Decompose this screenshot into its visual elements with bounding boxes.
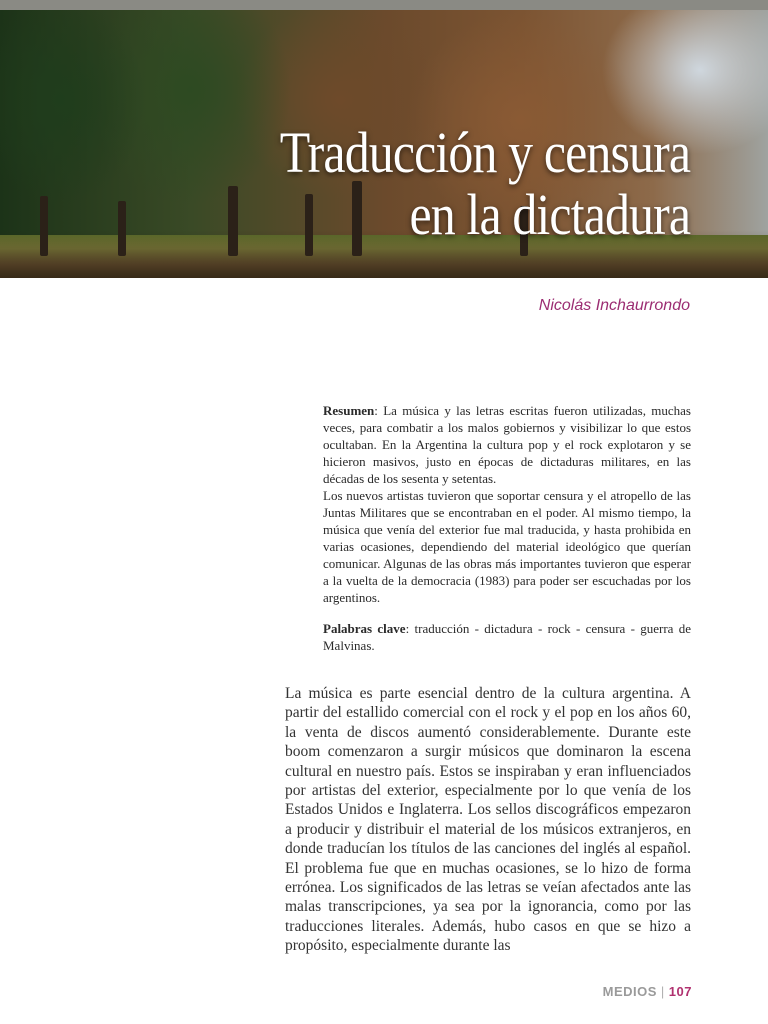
- abstract: Resumen: La música y las letras escritas fueron utilizadas, muchas veces, para combatir a los malos gobiernos y visibilizar lo que estos ocultaban. En la Argentina la cultura pop y el rock explotaron y se hicieron masivos, justo en épocas de dictaduras militares, en las décadas de los sesenta y setentas. Los nuevos artistas tuvieron que soportar censura y el atropello de las Juntas Militares que se encontraban en el poder. Al mismo tiempo, la música que venía del exterior fue mal traducida, y hasta prohibida en varias ocasiones, dependiendo del material ideológico que querían comunicar. Algunas de las obras más importantes tuvieron que esperar a la vuelta de la democracia (1983) para poder ser escuchadas por los argentinos. Palabras clave: traducción - dictadura - rock - censura - guerra de Malvinas.: [323, 403, 692, 653]
- body-text: [285, 684, 691, 956]
- tree-trunk: [40, 196, 48, 256]
- top-strip: [0, 0, 768, 10]
- abstract-paragraph-2: Los nuevos artistas tuvieron que soportar censura y el atropello de las Juntas Militares que se encontraban en el poder. Al mismo tiempo, la música que venía del exterior fue mal traducida, y hasta prohibida en varias ocasiones, dependiendo del material ideológico que querían comunicar. Algunas de las obras más importantes tuvieron que esperar a la vuelta de la democracia (1983) para poder ser escuchadas por los argentinos.: [323, 488, 691, 605]
- tree-trunk: [118, 201, 126, 256]
- abstract-paragraph-1: La música y las letras escritas fueron utilizadas, muchas veces, para combatir a los malos gobiernos y visibilizar lo que estos ocultaban. En la Argentina la cultura pop y el rock explotaron y se hicieron masivos, justo en épocas de dictaduras militares, en las décadas de los sesenta y setentas.: [323, 403, 691, 486]
- body-paragraph: La música es parte esencial dentro de la cultura argentina. A partir del estallido comercial con el rock y el pop en los años 60, la venta de discos aumentó considerablemente. Durante este boom comenzaron a surgir músicos que dominaron la escena cultural en nuestro país. Estos se inspiraban y eran influenciados por artistas del exterior, especialmente por lo que venía de los Estados Unidos e Inglaterra. Los sellos discográficos empezaron a producir y distribuir el material de los músicos extranjeros, en donde traducían los títulos de las canciones del inglés al español. El problema fue que en muchas ocasiones, se lo hizo de forma errónea. Los significados de las letras se veían afectados ante las malas transcripciones, ya sea por la ignorancia, como por las traducciones literales. Además, hubo casos en que se hizo a propósito, especialmente durante las: [285, 685, 691, 955]
- page-footer: [603, 984, 692, 999]
- header-photo: [0, 10, 768, 278]
- tree-trunk: [228, 186, 238, 256]
- author-name: Nicolás Inchaurrondo: [538, 297, 690, 314]
- keywords-list: traducción - dictadura - rock - censura - guerra de Malvinas.: [323, 621, 692, 653]
- title-line-2: en la dictadura: [409, 182, 690, 247]
- keywords-label: Palabras clave: [323, 621, 406, 636]
- footer-separator: |: [660, 984, 665, 999]
- abstract-label: Resumen: [323, 403, 375, 418]
- footer-section: MEDIOS: [602, 984, 657, 999]
- article-title: [280, 122, 690, 246]
- page-number: 107: [668, 984, 692, 999]
- title-line-1: Traducción y censura: [279, 120, 690, 185]
